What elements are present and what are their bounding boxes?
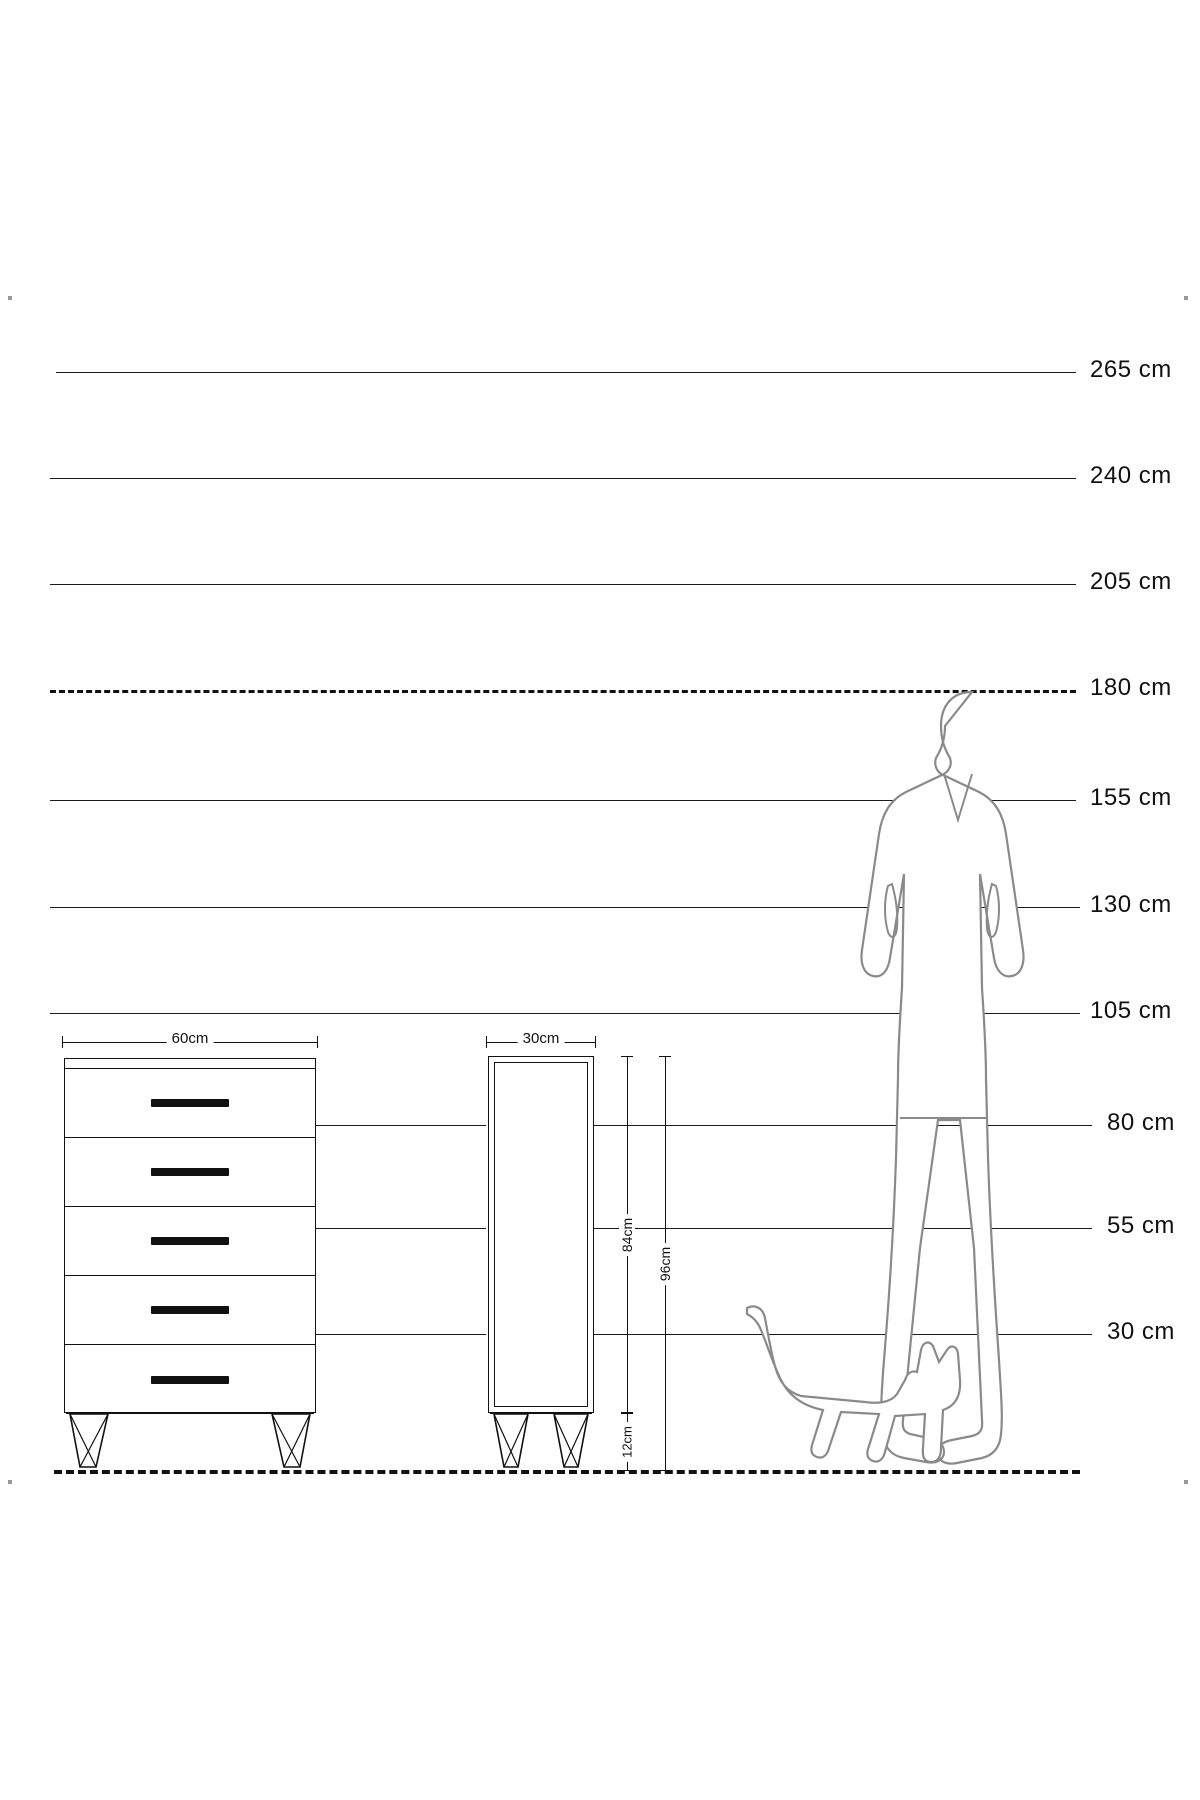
registration-dot-top-left [8,296,12,300]
dimension-cap-right [317,1036,318,1048]
registration-dot-top-right [1184,296,1188,300]
dimension-cap-bottom [621,1470,633,1471]
dimension-cap-left [62,1036,63,1048]
cabinet-door-panel[interactable] [494,1062,588,1407]
dimension-chest-width-label: 60cm [167,1030,214,1047]
dimension-cabinet-total-height-label: 96cm [657,1242,673,1284]
scale-label-55: 55 cm [1107,1212,1175,1239]
chest-drawer-3[interactable] [65,1207,315,1276]
cat-figure-icon [745,1302,975,1474]
scale-line-80-segment-a [316,1125,486,1126]
scale-label-180: 180 cm [1090,674,1172,701]
dimension-cabinet-total-height [659,1056,671,1471]
drawer-handle-icon [151,1099,229,1107]
drawer-handle-icon [151,1237,229,1245]
scale-line-240 [50,478,1076,479]
scale-line-205 [50,584,1076,585]
dimension-cabinet-body-height-label: 84cm [619,1213,635,1255]
tall-cabinet[interactable] [488,1056,594,1413]
scale-label-130: 130 cm [1090,891,1172,918]
scale-label-30: 30 cm [1107,1318,1175,1345]
scale-line-55-segment-a [316,1228,486,1229]
dimension-cabinet-body-height [621,1056,633,1413]
scale-label-265: 265 cm [1090,356,1172,383]
dimension-cabinet-width [486,1030,596,1048]
dimension-cap-bottom [659,1470,671,1471]
drawer-handle-icon [151,1306,229,1314]
dimension-cap-top [621,1056,633,1057]
scale-label-105: 105 cm [1090,997,1172,1024]
chest-legs [64,1411,316,1473]
dimension-leg-height [621,1413,633,1471]
drawer-handle-icon [151,1168,229,1176]
dimension-cap-left [486,1036,487,1048]
chest-top-panel [65,1059,315,1069]
dimension-cap-top [621,1413,633,1414]
scale-label-155: 155 cm [1090,784,1172,811]
dimension-chest-width [62,1030,318,1048]
scale-line-265 [56,372,1076,373]
chest-drawer-4[interactable] [65,1276,315,1345]
scale-line-30-segment-a [316,1334,486,1335]
registration-dot-bottom-right [1184,1480,1188,1484]
dimension-cabinet-width-label: 30cm [518,1030,565,1047]
dimension-cap-top [659,1056,671,1057]
registration-dot-bottom-left [8,1480,12,1484]
dimension-leg-height-label: 12cm [620,1422,635,1462]
cabinet-legs [488,1411,594,1473]
chest-drawer-5[interactable] [65,1345,315,1414]
chest-drawer-2[interactable] [65,1138,315,1207]
scale-label-205: 205 cm [1090,568,1172,595]
chest-of-drawers[interactable] [64,1058,316,1413]
scale-label-240: 240 cm [1090,462,1172,489]
chest-drawer-1[interactable] [65,1069,315,1138]
scale-label-80: 80 cm [1107,1109,1175,1136]
drawer-handle-icon [151,1376,229,1384]
dimension-cap-right [595,1036,596,1048]
